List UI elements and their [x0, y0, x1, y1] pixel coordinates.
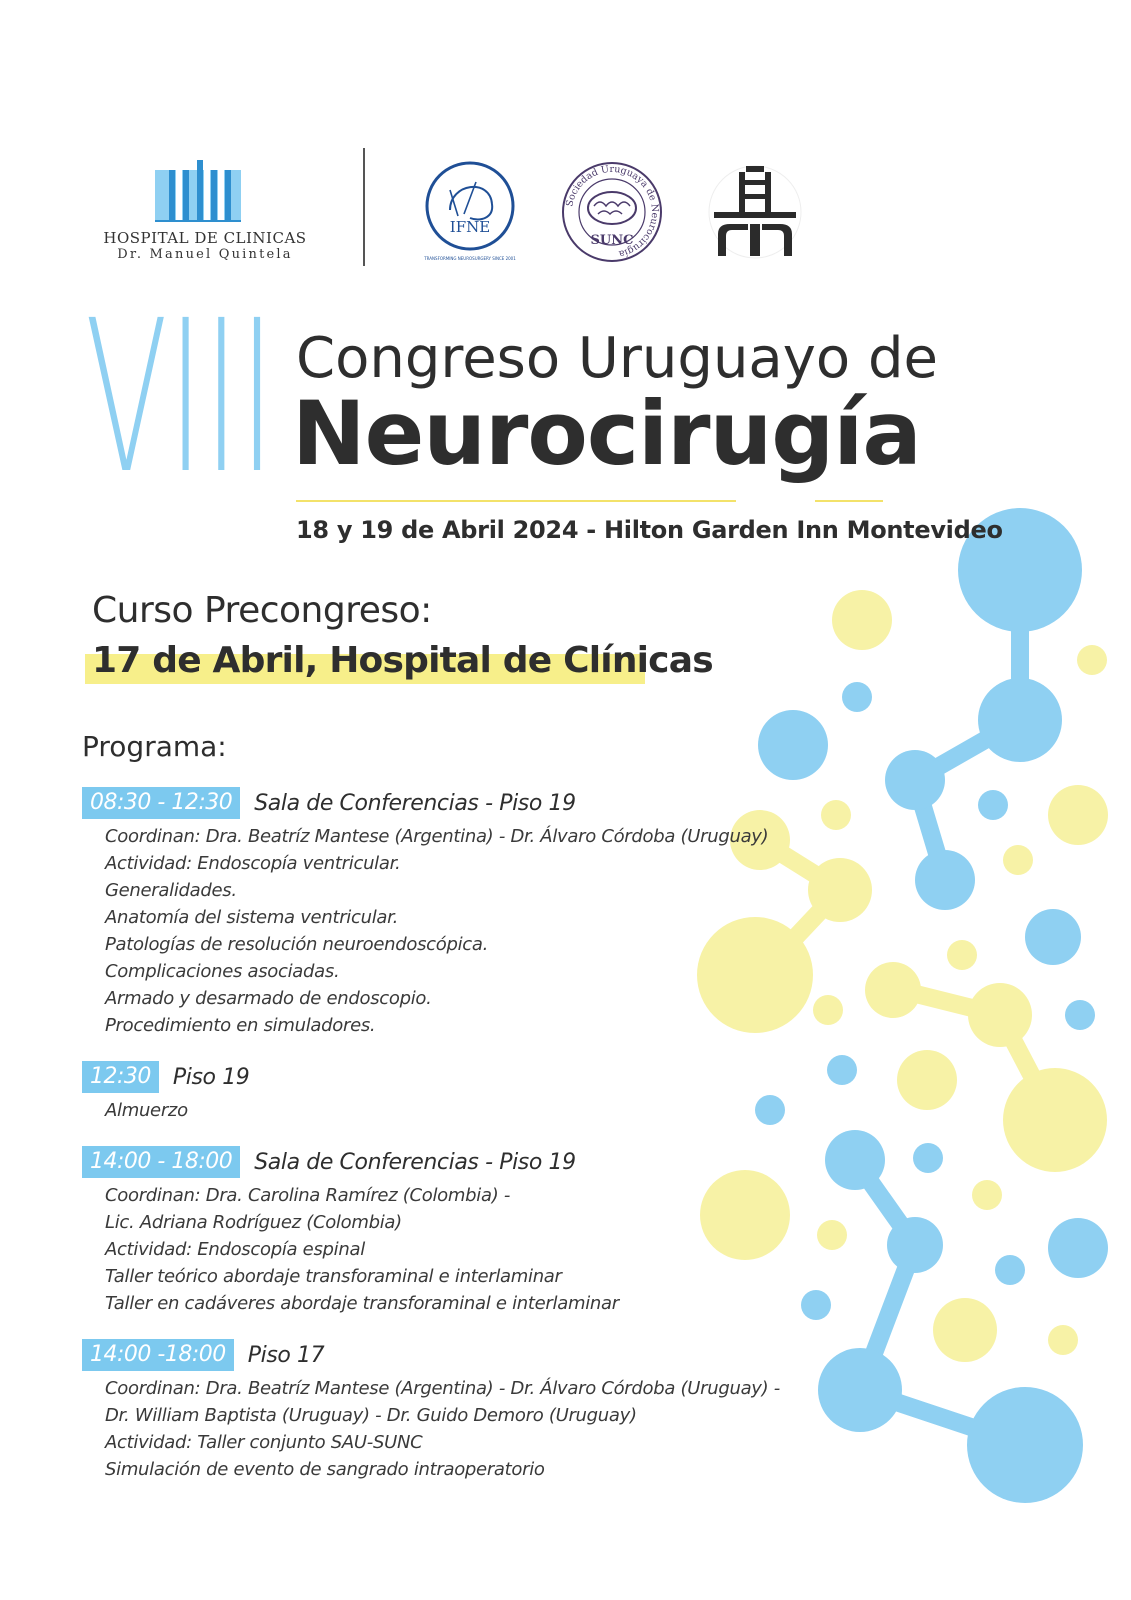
session-line: Simulación de evento de sangrado intraoperatorio	[105, 1459, 545, 1480]
ifne-logo	[420, 158, 520, 266]
hospital-building-icon	[85, 158, 325, 228]
session-line: Patologías de resolución neuroendoscópica.	[105, 934, 489, 955]
title-line-2: Neurocirugía	[292, 382, 921, 485]
session-line: Actividad: Taller conjunto SAU-SUNC	[105, 1432, 423, 1453]
session-line: Lic. Adriana Rodríguez (Colombia)	[105, 1212, 402, 1233]
title-underline-left	[296, 500, 736, 502]
curso-date-place: 17 de Abril, Hospital de Clínicas	[92, 640, 713, 681]
session-place: Sala de Conferencias - Piso 19	[254, 1149, 576, 1175]
roman-numeral-viii	[85, 275, 280, 520]
session-line: Procedimiento en simuladores.	[105, 1015, 376, 1036]
session-line: Actividad: Endoscopía ventricular.	[105, 853, 401, 874]
session-time: 12:30	[82, 1061, 159, 1093]
session-line: Coordinan: Dra. Carolina Ramírez (Colombia) -	[105, 1185, 511, 1206]
session-block	[82, 787, 768, 1039]
session-line: Taller teórico abordaje transforaminal e interlaminar	[105, 1266, 562, 1287]
session-line: Coordinan: Dra. Beatríz Mantese (Argentina) - Dr. Álvaro Córdoba (Uruguay) -	[105, 1378, 780, 1399]
sunc-label: SUNC	[590, 233, 634, 248]
programa-label: Programa:	[82, 730, 227, 763]
hospital-name: HOSPITAL DE CLINICAS	[103, 229, 307, 247]
ifne-tagline: TRANSFORMING NEUROSURGERY SINCE 2001	[424, 256, 516, 261]
curso-label: Curso Precongreso:	[92, 590, 432, 631]
hospital-de-clinicas-logo	[85, 158, 325, 268]
session-line: Almuerzo	[105, 1100, 188, 1121]
svg-text:VIII: VIII	[85, 275, 275, 520]
session-line: Taller en cadáveres abordaje transforaminal e interlaminar	[105, 1293, 619, 1314]
logo-divider	[363, 148, 365, 266]
session-line: Complicaciones asociadas.	[105, 961, 340, 982]
hospital-subtitle: Dr. Manuel Quintela	[117, 247, 293, 262]
session-block	[82, 1061, 249, 1124]
session-place: Piso 17	[247, 1342, 325, 1368]
session-line: Generalidades.	[105, 880, 237, 901]
faculty-emblem-logo	[706, 160, 804, 264]
session-line: Coordinan: Dra. Beatríz Mantese (Argentina) - Dr. Álvaro Córdoba (Uruguay)	[105, 826, 769, 847]
title-underline-right	[815, 500, 883, 502]
ifne-label: IFNE	[449, 218, 491, 236]
session-place: Piso 19	[172, 1064, 250, 1090]
session-block	[82, 1146, 619, 1317]
session-line: Armado y desarmado de endoscopio.	[105, 988, 432, 1009]
session-line: Anatomía del sistema ventricular.	[105, 907, 399, 928]
session-place: Sala de Conferencias - Piso 19	[254, 790, 576, 816]
session-time: 14:00 -18:00	[82, 1339, 234, 1371]
session-line: Actividad: Endoscopía espinal	[105, 1239, 365, 1260]
sunc-ring-text: Sociedad Uruguaya de Neurocirugía	[564, 163, 661, 260]
session-time: 14:00 - 18:00	[82, 1146, 240, 1178]
title-line-1: Congreso Uruguayo de	[296, 326, 938, 391]
session-block	[82, 1339, 780, 1483]
sunc-logo	[560, 160, 664, 264]
session-time: 08:30 - 12:30	[82, 787, 240, 819]
date-venue: 18 y 19 de Abril 2024 - Hilton Garden Inn Montevideo	[296, 516, 1003, 544]
session-line: Dr. William Baptista (Uruguay) - Dr. Guido Demoro (Uruguay)	[105, 1405, 637, 1426]
